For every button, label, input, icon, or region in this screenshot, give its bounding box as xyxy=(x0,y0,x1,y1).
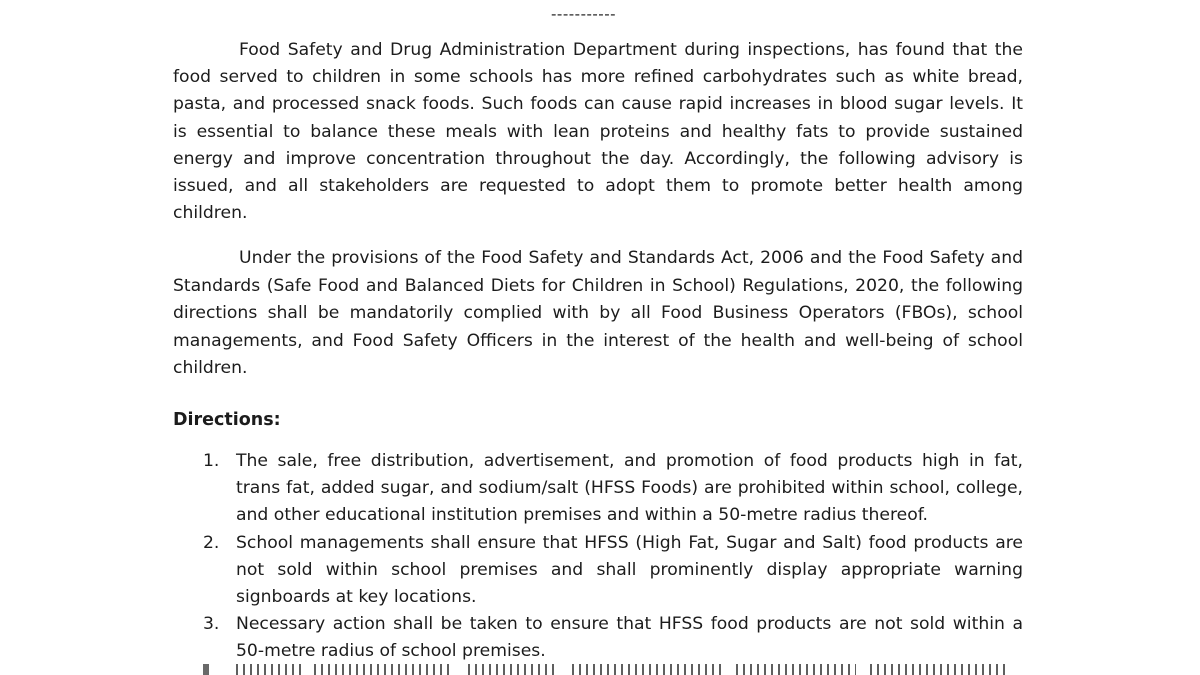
direction-item-2 xyxy=(195,530,1023,612)
directions-list xyxy=(195,448,1023,666)
provisions-paragraph: Under the provisions of the Food Safety and Standards Act, 2006 and the Food Safety and Standards (Safe Food and Balanced Diets for Children in School) Regulations, 2020, the following directions shall be mandatorily complied with by all Food Business Operators (FBOs), school managements, and Food Safety Officers in the interest of the health and well-being of school children. xyxy=(173,248,1023,379)
direction-item-3 xyxy=(195,611,1023,665)
direction-text: The sale, free distribution, advertisement, and promotion of food products high in fat, trans fat, added sugar, and sodium/salt (HFSS Foods) are prohibited within school, college, and other educational institution premises and within a 50-metre radius thereof. xyxy=(236,451,1023,526)
direction-number: 3. xyxy=(203,614,220,635)
cropped-text-line xyxy=(236,664,1016,675)
top-divider: ----------- xyxy=(551,5,617,23)
direction-number: 2. xyxy=(203,532,220,553)
direction-text: School managements shall ensure that HFSS (High Fat, Sugar and Salt) food products are not sold within school premises and shall prominently display appropriate warning signboards at key locations. xyxy=(236,532,1023,608)
directions-heading: Directions: xyxy=(173,410,281,430)
cropped-list-number xyxy=(203,664,209,675)
direction-number: 1. xyxy=(203,451,220,471)
direction-item-1 xyxy=(195,448,1023,530)
direction-text: Necessary action shall be taken to ensure that HFSS food products are not sold within a 50-metre radius of school premises. xyxy=(236,614,1023,662)
intro-paragraph: Food Safety and Drug Administration Department during inspections, has found that the food served to children in some schools has more refined carbohydrates such as white bread, pasta, and processed snack foods. Such foods can cause rapid increases in blood sugar levels. It is essential to balance these meals with lean proteins and healthy fats to provide sustained energy and improve concentration throughout the day. Accordingly, the following advisory is issued, and all stakeholders are requested to adopt them to promote better health among children. xyxy=(173,40,1023,224)
